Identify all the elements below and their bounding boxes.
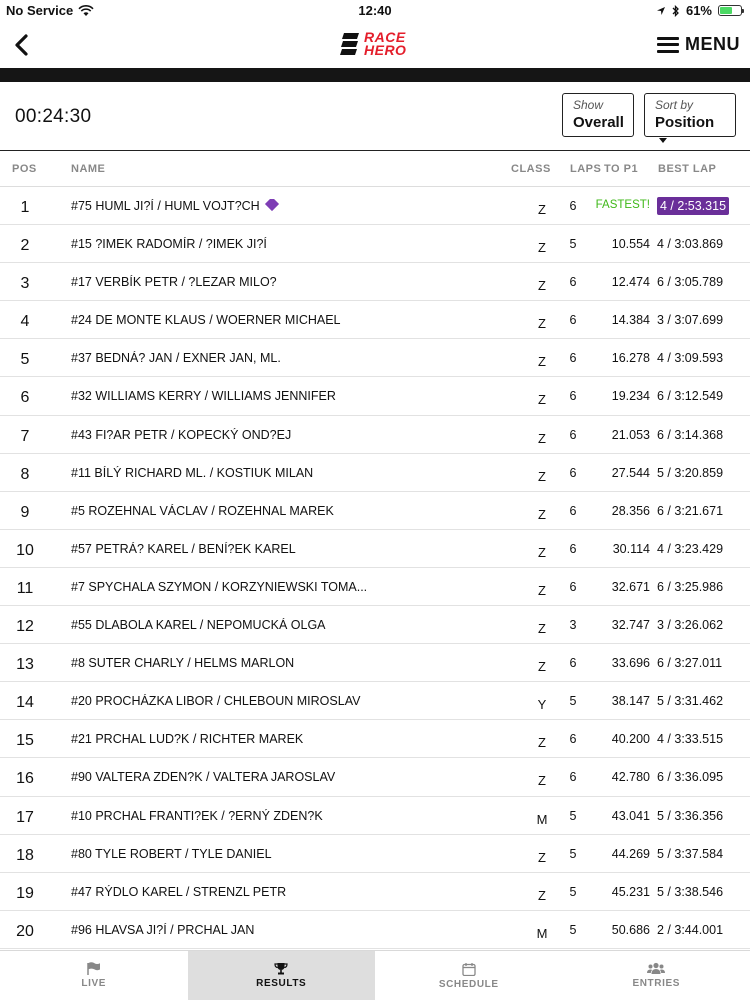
row-driver-names-text: #5 ROZEHNAL VÁCLAV / ROZEHNAL MAREK <box>71 503 334 518</box>
row-best-lap-text: 5 / 3:36.356 <box>657 808 724 823</box>
row-best-lap <box>657 847 723 861</box>
tab-live[interactable] <box>0 951 188 1000</box>
users-icon <box>647 962 665 975</box>
tab-entries[interactable] <box>563 951 750 1000</box>
fastest-lap-diamond-icon <box>265 199 279 211</box>
row-driver-names-text: #80 TYLE ROBERT / TYLE DANIEL <box>71 846 272 861</box>
row-best-lap <box>657 466 723 480</box>
row-best-lap-text: 4 / 2:53.315 <box>657 197 729 215</box>
row-class: Z <box>538 544 546 560</box>
row-best-lap-text: 4 / 3:09.593 <box>657 351 724 366</box>
row-driver-names <box>71 428 371 442</box>
row-best-lap <box>657 389 723 403</box>
row-class: Z <box>538 392 546 408</box>
row-driver-names <box>71 770 371 784</box>
row-best-lap <box>657 618 723 632</box>
row-position: 20 <box>16 922 34 940</box>
row-gap-to-p1: 44.269 <box>611 846 650 861</box>
row-driver-names <box>71 504 371 518</box>
status-bar <box>0 0 750 22</box>
row-laps: 5 <box>569 237 577 252</box>
row-driver-names-text: #8 SUTER CHARLY / HELMS MARLON <box>71 656 295 671</box>
result-row[interactable] <box>0 568 750 606</box>
row-best-lap-text: 4 / 3:33.515 <box>657 732 724 747</box>
row-driver-names <box>71 618 371 632</box>
row-driver-names <box>71 847 371 861</box>
row-driver-names-text: #47 RÝDLO KAREL / STRENZL PETR <box>71 884 287 899</box>
result-row[interactable] <box>0 492 750 530</box>
row-laps: 6 <box>569 541 577 556</box>
row-best-lap <box>657 770 723 784</box>
result-row[interactable] <box>0 835 750 873</box>
menu-label: MENU <box>685 34 740 54</box>
result-row[interactable] <box>0 416 750 454</box>
row-laps: 5 <box>569 884 577 899</box>
tab-results-label: RESULTS <box>256 978 307 989</box>
row-driver-names-text: #15 ?IMEK RADOMÍR / ?IMEK JI?Í <box>71 237 267 252</box>
row-best-lap <box>657 428 723 442</box>
row-driver-names <box>71 389 371 403</box>
result-row[interactable] <box>0 225 750 263</box>
row-laps: 6 <box>569 389 577 404</box>
row-laps: 6 <box>569 351 577 366</box>
flag-icon <box>87 962 101 975</box>
result-row[interactable] <box>0 758 750 796</box>
row-class: Z <box>538 773 546 789</box>
logo-text-race: RACE <box>364 29 406 45</box>
row-position: 18 <box>16 846 34 864</box>
tab-schedule[interactable] <box>375 951 563 1000</box>
row-position: 19 <box>16 884 34 902</box>
row-best-lap <box>657 732 723 746</box>
result-row[interactable] <box>0 720 750 758</box>
row-position: 9 <box>20 503 30 521</box>
row-laps: 5 <box>569 846 577 861</box>
row-driver-names-text: #11 BÍLÝ RICHARD ML. / KOSTIUK MILAN <box>71 465 314 480</box>
row-class: Z <box>538 316 546 332</box>
row-driver-names-text: #75 HUML JI?Í / HUML VOJT?CH <box>71 199 260 213</box>
column-header-best-lap: BEST LAP <box>658 163 717 175</box>
row-driver-names <box>71 351 371 365</box>
clock: 12:40 <box>358 3 392 18</box>
row-best-lap-text: 5 / 3:20.859 <box>657 465 724 480</box>
show-filter-value: Overall <box>573 114 624 131</box>
row-gap-to-p1: 14.384 <box>611 313 650 328</box>
row-position: 3 <box>20 275 30 293</box>
row-best-lap <box>657 923 723 937</box>
sort-by-select[interactable] <box>644 93 736 137</box>
row-position: 11 <box>16 579 34 597</box>
row-class: Z <box>538 849 546 865</box>
row-class: Z <box>538 621 546 637</box>
row-class: Z <box>538 468 546 484</box>
row-laps: 5 <box>569 808 577 823</box>
row-laps: 6 <box>569 656 577 671</box>
row-best-lap-text: 6 / 3:27.011 <box>657 656 723 671</box>
row-gap-to-p1: 38.147 <box>611 694 650 709</box>
row-best-lap <box>657 351 723 365</box>
row-position: 6 <box>20 389 30 407</box>
row-best-lap-text: 6 / 3:12.549 <box>657 389 724 404</box>
row-driver-names <box>71 694 371 708</box>
row-driver-names <box>71 732 371 746</box>
row-gap-to-p1: 33.696 <box>611 656 650 671</box>
row-gap-to-p1: 32.747 <box>611 618 650 633</box>
result-row[interactable] <box>0 873 750 911</box>
checkered-flag-icon <box>340 31 360 57</box>
row-driver-names <box>71 313 371 327</box>
row-class: Z <box>538 506 546 522</box>
result-row[interactable] <box>0 339 750 377</box>
column-header-class: CLASS <box>511 163 551 175</box>
chevron-left-icon <box>13 34 29 56</box>
carrier-label: No Service <box>6 3 74 18</box>
battery-level <box>720 7 732 14</box>
row-position: 17 <box>16 808 34 826</box>
row-class: Z <box>538 735 546 751</box>
session-timer: 00:24:30 <box>15 106 92 127</box>
row-best-lap <box>657 199 729 213</box>
row-class: Z <box>538 240 546 256</box>
calendar-icon <box>462 962 476 976</box>
app-logo <box>340 28 406 60</box>
row-laps: 6 <box>569 503 577 518</box>
row-gap-to-p1: 12.474 <box>611 275 650 290</box>
tab-schedule-label: SCHEDULE <box>438 978 499 990</box>
result-row[interactable] <box>0 301 750 339</box>
row-best-lap-text: 6 / 3:36.095 <box>657 770 724 785</box>
trophy-icon <box>274 962 288 975</box>
row-class: Z <box>538 659 546 675</box>
header-divider-band <box>0 68 750 82</box>
row-class: Z <box>538 202 546 217</box>
row-class: M <box>536 811 548 827</box>
row-driver-names <box>71 885 371 899</box>
result-row[interactable] <box>0 377 750 415</box>
battery-percent: 61% <box>685 3 712 18</box>
row-gap-to-p1: 43.041 <box>611 808 650 823</box>
row-gap-to-p1: FASTEST! <box>595 199 650 211</box>
row-laps: 6 <box>569 427 577 442</box>
row-laps: 3 <box>569 618 577 633</box>
result-row[interactable] <box>0 606 750 644</box>
app-header <box>0 22 750 68</box>
row-best-lap <box>657 542 723 556</box>
row-position: 16 <box>16 770 34 788</box>
row-position: 4 <box>20 313 30 331</box>
row-best-lap-text: 3 / 3:26.062 <box>657 618 724 633</box>
row-driver-names-text: #24 DE MONTE KLAUS / WOERNER MICHAEL <box>71 313 341 328</box>
caret-down-icon <box>659 138 667 143</box>
row-best-lap <box>657 809 723 823</box>
row-gap-to-p1: 27.544 <box>611 465 650 480</box>
row-driver-names-text: #21 PRCHAL LUD?K / RICHTER MAREK <box>71 732 304 747</box>
menu-button[interactable] <box>657 34 740 55</box>
sort-by-value: Position <box>655 114 715 131</box>
row-position: 8 <box>20 465 30 483</box>
row-best-lap <box>657 275 723 289</box>
row-class: Z <box>538 278 546 294</box>
tab-live-label: LIVE <box>81 978 107 989</box>
row-driver-names-text: #96 HLAVSA JI?Í / PRCHAL JAN <box>71 922 255 937</box>
row-driver-names <box>71 542 371 556</box>
row-driver-names-text: #7 SPYCHALA SZYMON / KORZYNIEWSKI TOMA... <box>71 579 368 594</box>
row-gap-to-p1: 19.234 <box>611 389 650 404</box>
row-driver-names <box>71 466 371 480</box>
row-driver-names <box>71 199 371 213</box>
row-best-lap-text: 6 / 3:21.671 <box>657 503 724 518</box>
results-toolbar <box>0 82 750 151</box>
row-driver-names-text: #32 WILLIAMS KERRY / WILLIAMS JENNIFER <box>71 389 336 404</box>
row-driver-names <box>71 580 371 594</box>
row-driver-names <box>71 656 371 670</box>
row-driver-names <box>71 923 371 937</box>
row-laps: 6 <box>569 313 577 328</box>
row-driver-names-text: #57 PETRÁ? KAREL / BENÍ?EK KAREL <box>71 541 296 556</box>
column-header-laps: LAPS <box>570 163 602 175</box>
row-laps: 5 <box>569 694 577 709</box>
row-driver-names-text: #43 FI?AR PETR / KOPECKÝ OND?EJ <box>71 427 292 442</box>
row-gap-to-p1: 42.780 <box>611 770 650 785</box>
row-best-lap <box>657 580 723 594</box>
results-table-header <box>0 151 750 187</box>
row-class: Y <box>537 697 547 713</box>
row-gap-to-p1: 32.671 <box>611 579 650 594</box>
row-driver-names-text: #37 BEDNÁ? JAN / EXNER JAN, ML. <box>71 351 281 366</box>
row-best-lap <box>657 504 723 518</box>
row-position: 5 <box>20 351 30 369</box>
row-class: Z <box>538 430 546 446</box>
column-header-name: NAME <box>71 163 106 175</box>
row-position: 13 <box>16 656 34 674</box>
row-gap-to-p1: 10.554 <box>611 237 650 252</box>
bottom-tab-bar <box>0 950 750 1000</box>
row-class: M <box>536 925 548 941</box>
row-driver-names-text: #10 PRCHAL FRANTI?EK / ?ERNÝ ZDEN?K <box>71 808 323 823</box>
row-best-lap <box>657 656 722 670</box>
result-row[interactable] <box>0 682 750 720</box>
result-row[interactable] <box>0 644 750 682</box>
row-position: 15 <box>16 732 34 750</box>
row-position: 1 <box>20 199 30 216</box>
row-gap-to-p1: 28.356 <box>611 503 650 518</box>
row-best-lap-text: 6 / 3:14.368 <box>657 427 724 442</box>
row-best-lap-text: 6 / 3:05.789 <box>657 275 724 290</box>
row-best-lap-text: 5 / 3:31.462 <box>657 694 724 709</box>
hamburger-icon <box>657 37 679 53</box>
row-gap-to-p1: 45.231 <box>611 884 650 899</box>
result-row[interactable] <box>0 454 750 492</box>
row-best-lap <box>657 885 723 899</box>
battery-icon <box>718 5 742 16</box>
row-laps: 5 <box>569 922 577 937</box>
show-filter-caption: Show <box>573 98 604 112</box>
row-laps: 6 <box>569 275 577 290</box>
row-driver-names <box>71 809 371 823</box>
row-laps: 6 <box>569 579 577 594</box>
row-gap-to-p1: 50.686 <box>611 922 650 937</box>
result-row[interactable] <box>0 797 750 835</box>
row-driver-names-text: #20 PROCHÁZKA LIBOR / CHLEBOUN MIROSLAV <box>71 694 361 709</box>
row-best-lap-text: 4 / 3:23.429 <box>657 541 724 556</box>
row-driver-names-text: #17 VERBÍK PETR / ?LEZAR MILO? <box>71 275 277 290</box>
back-button[interactable] <box>8 30 34 60</box>
tab-results[interactable] <box>188 951 376 1000</box>
row-class: Z <box>538 582 546 598</box>
row-best-lap <box>657 694 723 708</box>
result-row[interactable] <box>0 263 750 301</box>
row-best-lap <box>657 237 723 251</box>
row-best-lap-text: 5 / 3:37.584 <box>657 846 724 861</box>
row-laps: 6 <box>569 770 577 785</box>
row-driver-names <box>71 237 371 251</box>
logo-text-hero: HERO <box>364 42 407 58</box>
row-gap-to-p1: 40.200 <box>611 732 650 747</box>
row-driver-names <box>71 275 371 289</box>
row-position: 14 <box>16 694 34 712</box>
row-driver-names-text: #55 DLABOLA KAREL / NEPOMUCKÁ OLGA <box>71 618 326 633</box>
row-position: 10 <box>16 541 34 559</box>
row-position: 2 <box>20 237 30 255</box>
row-laps: 6 <box>569 465 577 480</box>
column-header-gap: TO P1 <box>604 163 639 175</box>
result-row[interactable] <box>0 187 750 225</box>
results-list[interactable] <box>0 187 750 949</box>
row-class: Z <box>538 354 546 370</box>
row-gap-to-p1: 30.114 <box>612 541 650 556</box>
row-position: 12 <box>16 618 34 636</box>
row-best-lap-text: 2 / 3:44.001 <box>657 922 724 937</box>
sort-by-caption: Sort by <box>655 98 694 112</box>
result-row[interactable] <box>0 911 750 949</box>
row-laps: 6 <box>569 732 577 747</box>
tab-entries-label: ENTRIES <box>632 978 681 989</box>
row-gap-to-p1: 16.278 <box>611 351 650 366</box>
location-icon <box>656 6 666 16</box>
show-filter-select[interactable] <box>562 93 634 137</box>
row-driver-names-text: #90 VALTERA ZDEN?K / VALTERA JAROSLAV <box>71 770 336 785</box>
row-best-lap-text: 3 / 3:07.699 <box>657 313 724 328</box>
row-best-lap-text: 4 / 3:03.869 <box>657 237 724 252</box>
result-row[interactable] <box>0 530 750 568</box>
row-best-lap-text: 5 / 3:38.546 <box>657 884 724 899</box>
row-best-lap <box>657 313 723 327</box>
column-header-pos: POS <box>12 163 37 175</box>
row-laps: 6 <box>569 199 577 213</box>
row-gap-to-p1: 21.053 <box>611 427 650 442</box>
row-position: 7 <box>20 427 30 445</box>
bluetooth-icon <box>672 5 680 17</box>
row-class: Z <box>538 887 546 903</box>
row-best-lap-text: 6 / 3:25.986 <box>657 579 724 594</box>
